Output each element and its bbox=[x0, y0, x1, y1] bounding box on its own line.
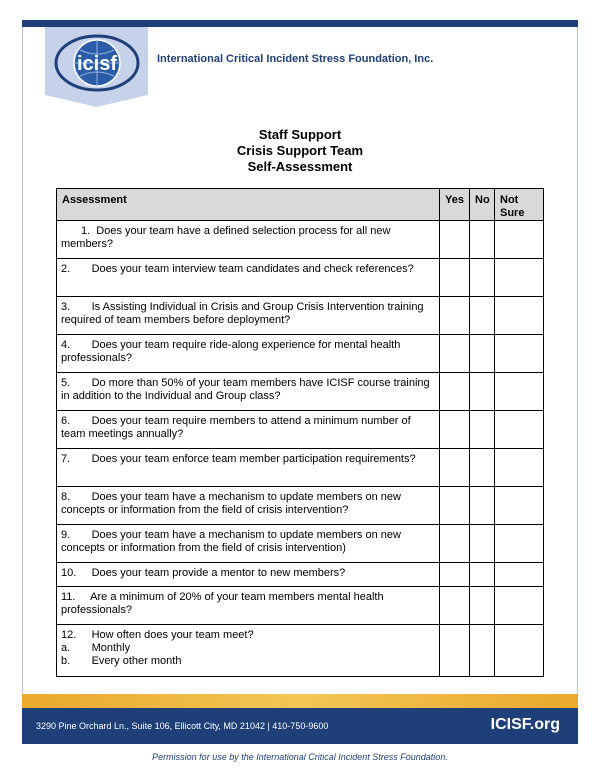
answer-cell-not-sure[interactable] bbox=[495, 487, 544, 525]
question-cell bbox=[57, 221, 440, 259]
answer-cell-not-sure[interactable] bbox=[495, 587, 544, 625]
answer-cell-not-sure[interactable] bbox=[495, 297, 544, 335]
answer-cell-yes[interactable] bbox=[440, 587, 470, 625]
footer-gold-stripe bbox=[22, 694, 578, 708]
answer-cell-no[interactable] bbox=[470, 563, 495, 587]
question-text: 2. Does your team interview team candidates and check references? bbox=[61, 263, 414, 275]
title-line-3: Self-Assessment bbox=[247, 159, 353, 174]
answer-cell-no[interactable] bbox=[470, 297, 495, 335]
icisf-logo bbox=[52, 30, 142, 96]
question-cell bbox=[57, 373, 440, 411]
answer-cell-yes[interactable] bbox=[440, 221, 470, 259]
answer-cell-not-sure[interactable] bbox=[495, 411, 544, 449]
answer-cell-not-sure[interactable] bbox=[495, 259, 544, 297]
answer-cell-no[interactable] bbox=[470, 487, 495, 525]
title-line-2: Crisis Support Team bbox=[236, 143, 364, 158]
question-text: 10. Does your team provide a mentor to new members? bbox=[61, 567, 346, 579]
answer-cell-yes[interactable] bbox=[440, 487, 470, 525]
title-line-1: Staff Support bbox=[258, 127, 342, 142]
answer-cell-not-sure[interactable] bbox=[495, 625, 544, 677]
answer-cell-no[interactable] bbox=[470, 411, 495, 449]
sub-option-list bbox=[61, 642, 433, 668]
footer-band bbox=[22, 694, 578, 744]
question-cell bbox=[57, 411, 440, 449]
answer-cell-not-sure[interactable] bbox=[495, 373, 544, 411]
question-text: 7. Does your team enforce team member participation requirements? bbox=[61, 453, 416, 465]
question-text: 12. How often does your team meet? bbox=[61, 629, 254, 641]
assessment-table bbox=[56, 188, 544, 677]
question-cell bbox=[57, 449, 440, 487]
answer-cell-no[interactable] bbox=[470, 525, 495, 563]
question-text: 6. Does your team require members to attend a minimum number of team meetings annually? bbox=[61, 415, 414, 440]
answer-cell-not-sure[interactable] bbox=[495, 563, 544, 587]
answer-cell-yes[interactable] bbox=[440, 411, 470, 449]
answer-cell-not-sure[interactable] bbox=[495, 525, 544, 563]
sub-option: a. Monthly bbox=[61, 642, 131, 654]
table-row bbox=[57, 625, 544, 677]
table-row bbox=[57, 221, 544, 259]
table-row bbox=[57, 297, 544, 335]
question-cell bbox=[57, 625, 440, 677]
answer-cell-no[interactable] bbox=[470, 587, 495, 625]
table-row bbox=[57, 335, 544, 373]
answer-cell-yes[interactable] bbox=[440, 373, 470, 411]
answer-cell-no[interactable] bbox=[470, 259, 495, 297]
question-cell bbox=[57, 335, 440, 373]
question-text: 1. Does your team have a defined selection process for all new members? bbox=[61, 225, 394, 250]
question-cell bbox=[57, 297, 440, 335]
footer-website[interactable]: ICISF.org bbox=[490, 716, 560, 733]
answer-cell-no[interactable] bbox=[470, 625, 495, 677]
table-row bbox=[57, 487, 544, 525]
answer-cell-not-sure[interactable] bbox=[495, 449, 544, 487]
footer-address: 3290 Pine Orchard Ln., Suite 106, Ellicott City, MD 21042 | 410-750-9600 bbox=[36, 721, 329, 731]
table-header-row bbox=[57, 189, 544, 221]
question-cell bbox=[57, 563, 440, 587]
header-not-sure: Not Sure bbox=[495, 189, 544, 221]
answer-cell-yes[interactable] bbox=[440, 297, 470, 335]
answer-cell-not-sure[interactable] bbox=[495, 335, 544, 373]
header-no: No bbox=[470, 189, 495, 221]
answer-cell-yes[interactable] bbox=[440, 525, 470, 563]
answer-cell-no[interactable] bbox=[470, 221, 495, 259]
answer-cell-yes[interactable] bbox=[440, 449, 470, 487]
question-cell bbox=[57, 259, 440, 297]
question-text: 9. Does your team have a mechanism to update members on new concepts or information from the field of crisis intervention) bbox=[61, 529, 405, 554]
header-yes: Yes bbox=[440, 189, 470, 221]
question-cell bbox=[57, 587, 440, 625]
answer-cell-no[interactable] bbox=[470, 373, 495, 411]
table-row bbox=[57, 449, 544, 487]
answer-cell-yes[interactable] bbox=[440, 625, 470, 677]
answer-cell-yes[interactable] bbox=[440, 335, 470, 373]
table-row bbox=[57, 525, 544, 563]
question-text: 8. Does your team have a mechanism to update members on new concepts or information from the field of crisis intervention? bbox=[61, 491, 405, 516]
sub-option: b. Every other month bbox=[61, 655, 182, 667]
title-block bbox=[0, 127, 600, 175]
org-name: International Critical Incident Stress Foundation, Inc. bbox=[157, 53, 434, 65]
answer-cell-not-sure[interactable] bbox=[495, 221, 544, 259]
answer-cell-yes[interactable] bbox=[440, 563, 470, 587]
table-row bbox=[57, 563, 544, 587]
top-rule bbox=[22, 20, 578, 27]
logo-text: icisf bbox=[76, 53, 118, 75]
answer-cell-yes[interactable] bbox=[440, 259, 470, 297]
question-text: 5. Do more than 50% of your team members have ICISF course training in addition to the Individual and Group class? bbox=[61, 377, 433, 402]
permission-note: Permission for use by the International Critical Incident Stress Foundation. bbox=[152, 752, 448, 762]
question-text: 3. Is Assisting Individual in Crisis and Group Crisis Intervention training required of team members before deployment? bbox=[61, 301, 427, 326]
header-assessment: Assessment bbox=[57, 189, 440, 221]
table-row bbox=[57, 411, 544, 449]
question-text: 4. Does your team require ride-along experience for mental health professionals? bbox=[61, 339, 404, 364]
answer-cell-no[interactable] bbox=[470, 335, 495, 373]
answer-cell-no[interactable] bbox=[470, 449, 495, 487]
question-cell bbox=[57, 525, 440, 563]
question-cell bbox=[57, 487, 440, 525]
table-row bbox=[57, 587, 544, 625]
table-row bbox=[57, 373, 544, 411]
question-text: 11. Are a minimum of 20% of your team members mental health professionals? bbox=[61, 591, 387, 616]
table-row bbox=[57, 259, 544, 297]
